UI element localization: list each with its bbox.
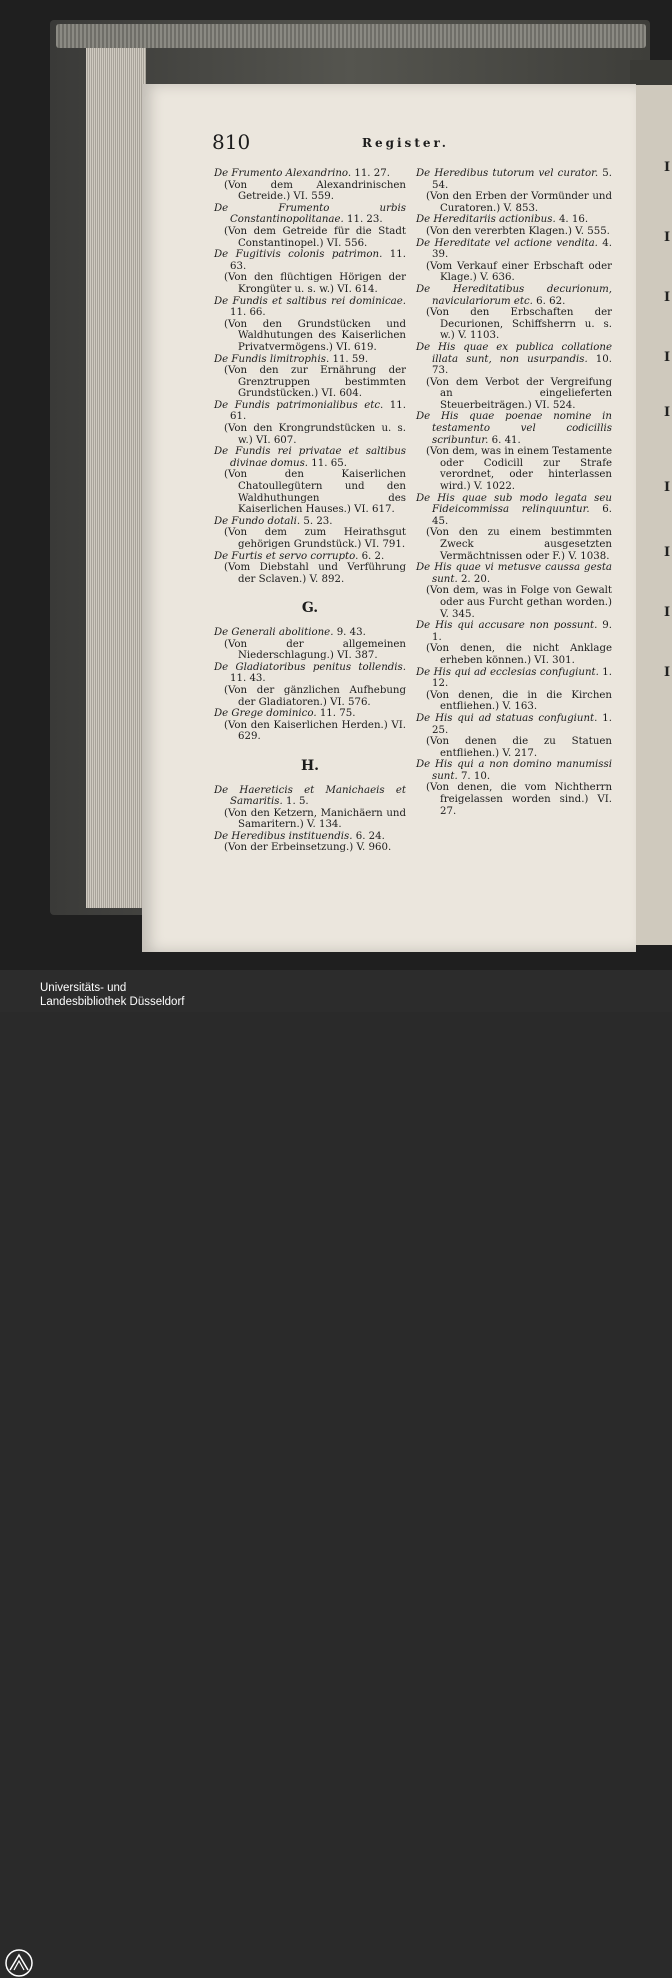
latin-title bbox=[214, 551, 406, 563]
book-page bbox=[142, 84, 636, 952]
latin-title bbox=[214, 446, 406, 469]
title-reference: 4. 39. bbox=[432, 237, 612, 261]
title-reference: 6. 45. bbox=[432, 504, 612, 527]
ulb-logo-icon bbox=[4, 1948, 34, 1978]
latin-title bbox=[416, 713, 612, 736]
title-reference: 6. 62. bbox=[536, 295, 566, 307]
latin-title-text: De Fundis rei privatae et saltibus divinae domus. bbox=[214, 446, 406, 469]
facing-page-letter: I bbox=[664, 230, 671, 245]
latin-title bbox=[416, 493, 612, 528]
latin-title-text: De Fundis limitrophis. bbox=[214, 353, 330, 365]
latin-title bbox=[214, 168, 406, 180]
title-reference: 7. 10. bbox=[460, 770, 491, 782]
latin-title bbox=[214, 831, 406, 843]
index-column-left bbox=[214, 168, 406, 854]
german-translation: (Von den Erben der Vormünder und Curatoren.) V. 853. bbox=[426, 191, 612, 214]
title-reference: 11. 27. bbox=[354, 168, 390, 179]
german-translation: (Von den Ketzern, Manichäern und Samaritern.) V. 134. bbox=[224, 807, 406, 831]
latin-title-text: De His qui a non domino manumissi sunt. bbox=[416, 759, 612, 782]
latin-title-text: De Grege dominico. bbox=[214, 708, 317, 720]
facing-page-letter: I bbox=[664, 350, 671, 365]
german-translation: (Von den Grundstücken und Waldhutungen des Kaiserlichen Privatvermögens.) VI. 619. bbox=[224, 318, 406, 353]
latin-title-text: De Gladiatoribus penitus tollendis. bbox=[214, 661, 406, 673]
german-translation: (Von dem, was in Folge von Gewalt oder aus Furcht gethan worden.) V. 345. bbox=[426, 585, 612, 620]
latin-title bbox=[416, 284, 612, 307]
german-translation: (Von denen, die vom Nichtherrn freigelassen worden sind.) VI. 27. bbox=[426, 782, 612, 817]
latin-title-text: De Heredibus instituendis. bbox=[214, 830, 353, 842]
title-reference: 11. 63. bbox=[230, 249, 406, 272]
latin-title-text: De Frumento urbis Constantinopolitanae. bbox=[214, 202, 406, 226]
german-translation: (Von denen, die in die Kirchen entfliehen.) V. 163. bbox=[426, 689, 612, 713]
latin-title-text: De Frumento Alexandrino. bbox=[214, 168, 352, 179]
title-reference: 11. 75. bbox=[319, 708, 356, 720]
latin-title-text: De His quae ex publica collatione illata sunt, non usurpandis. bbox=[416, 341, 612, 365]
latin-title bbox=[416, 411, 612, 446]
german-translation: (Von dem zum Heirathsgut gehörigen Grundstück.) VI. 791. bbox=[224, 527, 406, 550]
facing-page-letter: I bbox=[664, 545, 671, 560]
title-reference: 6. 41. bbox=[491, 434, 521, 446]
german-translation: (Von den Erbschaften der Decurionen, Schiffsherrn u. s. w.) V. 1103. bbox=[426, 307, 612, 342]
german-translation: (Von den zur Ernährung der Grenztruppen bestimmten Grundstücken.) VI. 604. bbox=[224, 365, 406, 400]
german-translation: (Von dem Getreide für die Stadt Constantinopel.) VI. 556. bbox=[224, 225, 406, 249]
title-reference: 5. 23. bbox=[303, 515, 333, 527]
title-reference: 11. 66. bbox=[230, 307, 266, 319]
german-translation: (Von den Krongrundstücken u. s. w.) VI. 607. bbox=[224, 423, 406, 446]
page-number: 810 bbox=[212, 130, 251, 154]
german-translation: (Von dem Alexandrinischen Getreide.) VI. 559. bbox=[224, 179, 406, 203]
latin-title bbox=[416, 238, 612, 261]
title-reference: 11. 65. bbox=[311, 457, 347, 469]
german-translation: (Von dem Verbot der Vergreifung an eingelieferten Steuerbeiträgen.) VI. 524. bbox=[426, 376, 612, 411]
latin-title bbox=[214, 296, 406, 319]
book-photo-background bbox=[0, 0, 672, 970]
institution-name-line2: Landesbibliothek Düsseldorf bbox=[40, 996, 185, 1008]
latin-title-text: De His quae poenae nomine in testamento vel codicillis scribuntur. bbox=[416, 411, 612, 446]
latin-title-text: De Fundo dotali. bbox=[214, 515, 301, 527]
german-translation: (Von denen, die nicht Anklage erheben können.) VI. 301. bbox=[426, 643, 612, 666]
title-reference: 11. 43. bbox=[230, 673, 266, 685]
book-page-edges bbox=[86, 48, 146, 908]
running-head: Register. bbox=[362, 136, 449, 150]
latin-title bbox=[214, 516, 406, 528]
latin-title bbox=[416, 562, 612, 585]
title-reference: 5. 54. bbox=[432, 168, 612, 191]
facing-page-letter: I bbox=[664, 160, 671, 175]
german-translation: (Von den Kaiserlichen Herden.) VI. 629. bbox=[224, 719, 406, 743]
german-translation: (Vom Diebstahl und Verführung der Sclaven.) V. 892. bbox=[224, 562, 406, 585]
section-letter: G. bbox=[301, 600, 319, 617]
title-reference: 11. 61. bbox=[230, 399, 406, 423]
german-translation: (Von den flüchtigen Hörigen der Krongüter u. s. w.) VI. 614. bbox=[224, 272, 406, 295]
latin-title bbox=[214, 627, 406, 639]
index-column-right bbox=[416, 168, 612, 817]
title-reference: 9. 43. bbox=[336, 626, 366, 638]
german-translation: (Von den zu einem bestimmten Zweck ausgesetzten Vermächtnissen oder F.) V. 1038. bbox=[426, 527, 612, 562]
latin-title-text: De His qui ad statuas confugiunt. bbox=[416, 712, 598, 724]
german-translation: (Von denen die zu Statuen entfliehen.) V. 217. bbox=[426, 736, 612, 759]
latin-title-text: De Hereditate vel actione vendita. bbox=[416, 237, 598, 249]
title-reference: 1. 5. bbox=[285, 796, 309, 808]
title-reference: 9. 1. bbox=[432, 620, 612, 643]
latin-title bbox=[214, 400, 406, 423]
section-letter: H. bbox=[300, 757, 320, 774]
title-reference: 11. 23. bbox=[346, 214, 383, 226]
facing-page-letter: I bbox=[664, 665, 671, 680]
german-translation: (Von den vererbten Klagen.) V. 555. bbox=[426, 225, 610, 237]
title-reference: 2. 20. bbox=[460, 573, 491, 585]
latin-title-text: De Hereditariis actionibus. bbox=[416, 214, 556, 226]
latin-title-text: De Generali abolitione. bbox=[214, 626, 334, 638]
latin-title bbox=[214, 785, 406, 808]
facing-page-letter: I bbox=[664, 290, 671, 305]
footer-bar bbox=[0, 970, 672, 1012]
latin-title-text: De Fundis patrimonialibus etc. bbox=[214, 399, 384, 411]
latin-title bbox=[214, 249, 406, 272]
latin-title bbox=[416, 342, 612, 377]
latin-title bbox=[416, 667, 612, 690]
title-reference: 4. 16. bbox=[558, 214, 589, 226]
german-translation: (Von dem, was in einem Testamente oder Codicill zur Strafe verordnet, oder hinterlassen wird.) V. 1022. bbox=[426, 446, 612, 493]
latin-title bbox=[214, 708, 406, 720]
title-reference: 6. 24. bbox=[355, 830, 385, 842]
german-translation: (Von der allgemeinen Niederschlagung.) VI. 387. bbox=[224, 638, 406, 662]
title-reference: 10. 73. bbox=[432, 353, 612, 377]
latin-title-text: De Fugitivis colonis patrimon. bbox=[214, 249, 383, 261]
latin-title-text: De Heredibus tutorum vel curator. bbox=[416, 168, 599, 179]
latin-title-text: De His quae sub modo legata seu Fideicommissa relinquuntur. bbox=[416, 492, 612, 516]
latin-title bbox=[416, 759, 612, 782]
latin-title-text: De His quae vi metusve caussa gesta sunt. bbox=[416, 562, 612, 585]
latin-title-text: De Hereditatibus decurionum, naviculariorum etc. bbox=[416, 283, 612, 307]
latin-title bbox=[214, 203, 406, 226]
book-top-edge bbox=[56, 24, 646, 48]
latin-title-text: De Fundis et saltibus rei dominicae. bbox=[214, 295, 406, 307]
title-reference: 1. 25. bbox=[432, 712, 612, 736]
institution-name-line1: Universitäts- und bbox=[40, 982, 127, 994]
latin-title bbox=[416, 168, 612, 191]
latin-title bbox=[416, 620, 612, 643]
latin-title bbox=[214, 354, 406, 366]
latin-title-text: De His qui accusare non possunt. bbox=[416, 620, 598, 632]
latin-title bbox=[214, 662, 406, 685]
facing-page-letter: I bbox=[664, 405, 671, 420]
latin-title-text: De His qui ad ecclesias confugiunt. bbox=[416, 666, 599, 678]
facing-page-letter: I bbox=[664, 605, 671, 620]
facing-page bbox=[636, 85, 672, 945]
latin-title-text: De Haereticis et Manichaeis et Samaritis. bbox=[214, 784, 406, 808]
german-translation: (Von der gänzlichen Aufhebung der Gladiatoren.) VI. 576. bbox=[224, 684, 406, 708]
german-translation: (Vom Verkauf einer Erbschaft oder Klage.) V. 636. bbox=[426, 260, 612, 284]
german-translation: (Von den Kaiserlichen Chatoullegütern und den Waldhuthungen des Kaiserlichen Hauses.) VI. 617. bbox=[224, 469, 406, 516]
title-reference: 11. 59. bbox=[332, 353, 369, 365]
latin-title-text: De Furtis et servo corrupto. bbox=[214, 550, 359, 562]
facing-page-letter: I bbox=[664, 480, 671, 495]
title-reference: 1. 12. bbox=[432, 666, 612, 690]
german-translation: (Von der Erbeinsetzung.) V. 960. bbox=[224, 842, 392, 854]
title-reference: 6. 2. bbox=[361, 550, 385, 562]
latin-title bbox=[416, 214, 612, 226]
